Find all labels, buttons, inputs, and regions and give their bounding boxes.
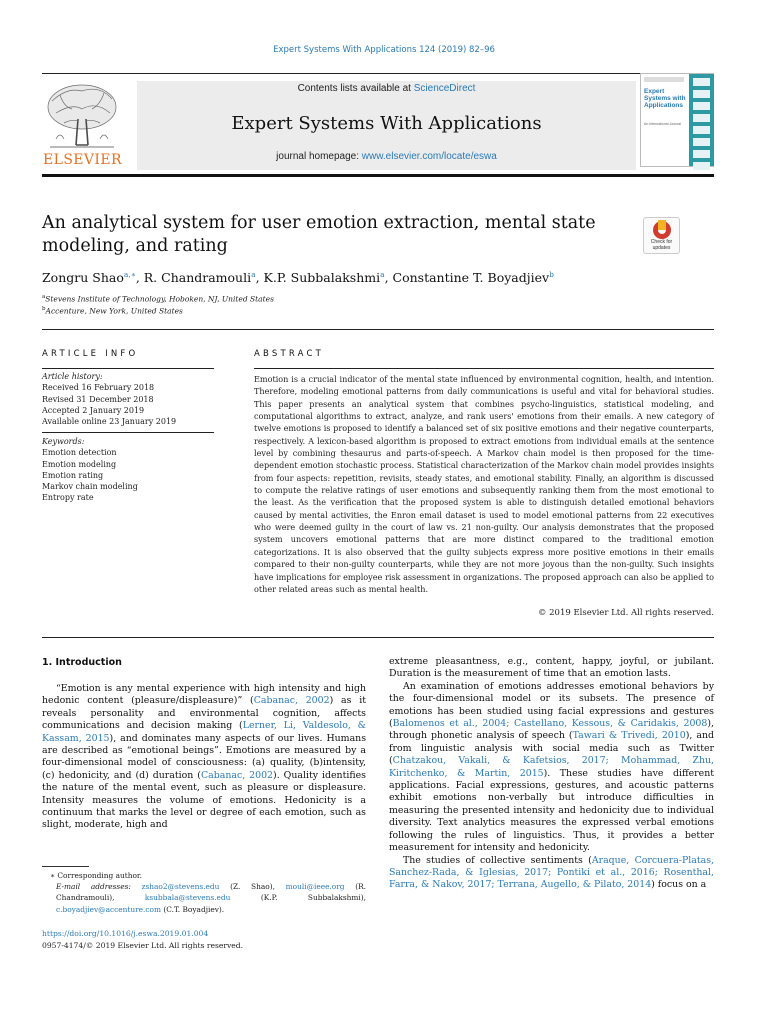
history-item: Received 16 February 2018 bbox=[42, 383, 155, 393]
article-history bbox=[42, 371, 176, 427]
contents-prefix: Contents lists available at bbox=[297, 83, 414, 94]
abstract-rule bbox=[254, 368, 714, 369]
section-heading-introduction: 1. Introduction bbox=[42, 657, 122, 668]
email-link[interactable]: ksubbala@stevens.edu bbox=[144, 893, 231, 903]
author-affiliation-marker[interactable]: a bbox=[380, 270, 385, 279]
keyword-item: Emotion detection bbox=[42, 448, 117, 458]
keyword-item: Entropy rate bbox=[42, 493, 94, 503]
affiliation-marker: b bbox=[42, 306, 46, 312]
author-name[interactable]: Constantine T. Boyadjiev bbox=[392, 270, 550, 286]
keyword-item: Emotion modeling bbox=[42, 459, 117, 469]
author-name[interactable]: R. Chandramouli bbox=[143, 270, 252, 286]
abstract-text: Emotion is a crucial indicator of the mental state influenced by environmental cognition, health, and intention. Therefore, modeling emotional patterns from daily communications is useful and vital for behavioral studies. This paper presents an analytical system that combines psycho-linguistics, statistical modeling, and computational algorithms to extract, analyze, and rank users' emotions from their emails. A new category of twelve emotions is proposed to identify a balanced set of six positive emotions and their negative counterparts, respectively. A lexicon-based algorithm is proposed to extract emotions from individual emails at the sentence level by combining thesaurus and parts-of-speech. A Markov chain model is then proposed for the time-dependent emotion stochastic process. Statistical characterization of the Markov chain model provides insights from four aspects: repetition, revisits, steady states, and emotional stability. Finally, an algorithm is discussed to compute the relative ratings of user emotions and subsequently ranking them from the most emotional to the least. As the verification that the proposed system is able to distinguish detailed emotional behaviors caused by mental activities, the Enron email dataset is used to model emotional patterns from 22 executives who were deemed guilty in the court of law vs. 21 non-guilty. Our analysis demonstrates that the proposed system uncovers emotional patterns that are more distinct compared to the traditional emotion categorizations. It is also observed that the guilty subjects express more positive emotions in their emails compared to their non-guilty counterparts, while they are not more joyous than the non-guilty. Such insights have implications for employee risk assessment in organizations. The proposed approach can also be applied to other related areas such as mental health. bbox=[254, 374, 714, 594]
contents-line bbox=[137, 83, 636, 94]
body-column-left bbox=[42, 683, 366, 832]
paragraph: extreme pleasantness, e.g., content, happy, joyful, or jubilant. Duration is the measurement of time that an emotion lasts. bbox=[389, 656, 714, 680]
title-divider bbox=[42, 329, 714, 330]
badge-label bbox=[644, 240, 679, 251]
doi-block bbox=[42, 928, 243, 951]
article-info-heading: ARTICLE INFO bbox=[42, 349, 139, 359]
paper-title-line-1: An analytical system for user emotion extraction, mental state bbox=[42, 213, 596, 233]
elsevier-wordmark: ELSEVIER bbox=[43, 152, 122, 168]
keyword-item: Markov chain modeling bbox=[42, 482, 138, 492]
citation-link[interactable]: Chatzakou, Vakali, & Kafetsios, 2017; Mohammad, Zhu, Kiritchenko, & Martin, 2015 bbox=[389, 755, 714, 779]
footnote bbox=[42, 870, 366, 915]
journal-masthead bbox=[137, 81, 636, 170]
history-item: Available online 23 January 2019 bbox=[42, 417, 177, 427]
journal-title: Expert Systems With Applications bbox=[231, 113, 542, 134]
homepage-link[interactable]: www.elsevier.com/locate/eswa bbox=[361, 151, 497, 162]
affiliation-text: Accenture, New York, United States bbox=[45, 306, 183, 316]
corresponding-author-note: ∗ Corresponding author. bbox=[50, 871, 142, 880]
keywords-list bbox=[42, 447, 138, 503]
history-label: Article history: bbox=[42, 372, 103, 381]
paper-title-line-2: modeling, and rating bbox=[42, 236, 228, 256]
paragraph: “Emotion is any mental experience with high intensity and high hedonic content (pleasure/displeasure)” (Cabanac, 2002) as it reveals personality and environmental cognition, affects communications and decision making (Lerner, Li, Valdesolo, & Kassam, 2015), and dominates many aspects of our lives. Humans are described as “emotional beings”. Emotions are measured by a four-dimensional model of consciousness: (a) quality, (b)intensity, (c) hedonicity, and (d) duration (Cabanac, 2002). Quality identifies the nature of the mental event, such as pleasure or displeasure. Intensity measures the volume of emotions. Hedonicity is a continuum that marks the level or degree of each emotion, such as slight, moderate, high and bbox=[42, 683, 367, 831]
affiliation-marker: a bbox=[42, 294, 46, 300]
history-item: Revised 31 December 2018 bbox=[42, 394, 154, 404]
issn-line: 0957-4174/© 2019 Elsevier Ltd. All rights reserved. bbox=[42, 940, 244, 950]
affiliation-text: Stevens Institute of Technology, Hoboken, NJ, United States bbox=[45, 294, 274, 304]
author-affiliation-marker[interactable]: a bbox=[251, 270, 256, 279]
homepage-prefix: journal homepage: bbox=[276, 151, 362, 162]
check-for-updates-badge[interactable] bbox=[643, 217, 680, 254]
author-affiliation-marker[interactable]: b bbox=[549, 270, 554, 279]
cover-subtitle: An International Journal bbox=[644, 122, 681, 126]
body-column-right bbox=[389, 656, 714, 892]
abstract-heading: ABSTRACT bbox=[254, 349, 325, 359]
keywords-label: Keywords: bbox=[42, 437, 85, 446]
doi-link[interactable]: https://doi.org/10.1016/j.eswa.2019.01.004 bbox=[42, 929, 209, 938]
homepage-line bbox=[137, 151, 636, 162]
citation-link[interactable]: Tawari & Trivedi, 2010 bbox=[572, 730, 686, 742]
citation-link[interactable]: Lerner, Li, Valdesolo, & Kassam, 2015 bbox=[42, 720, 367, 744]
citation-link[interactable]: Araque, Corcuera-Platas, Sanchez-Rada, & Iglesias, 2017; Pontiki et al., 2016; Rosenthal, Farra, & Nakov, 2017; Terrana, Augello, & Pilato, 2014 bbox=[389, 854, 714, 891]
badge-line-2: updates bbox=[652, 244, 671, 251]
author-affiliation-marker[interactable]: a,∗ bbox=[123, 270, 136, 279]
author-name[interactable]: K.P. Subbalakshmi bbox=[263, 270, 381, 286]
header-rule-top bbox=[42, 73, 714, 74]
bookmark-icon bbox=[658, 220, 666, 230]
sciencedirect-link[interactable]: ScienceDirect bbox=[413, 83, 476, 94]
email-label: E-mail addresses: bbox=[56, 882, 142, 892]
keyword-item: Emotion rating bbox=[42, 470, 104, 480]
footnote-rule bbox=[42, 866, 89, 867]
abstract-copyright: © 2019 Elsevier Ltd. All rights reserved. bbox=[537, 608, 714, 618]
email-link[interactable]: c.boyadjiev@accenture.com bbox=[56, 904, 161, 914]
paper-title bbox=[42, 212, 602, 258]
cover-top-bar bbox=[644, 77, 684, 82]
email-addresses: E-mail addresses: zshao2@stevens.edu (Z. Shao), mouli@ieee.org (R. Chandramouli), ksubbala@stevens.edu (K.P. Subbalakshmi), c.boyadjiev@accenture.com (C.T. Boyadjiev). bbox=[56, 882, 366, 914]
email-link[interactable]: zshao2@stevens.edu bbox=[141, 882, 220, 892]
article-info-rule bbox=[42, 368, 214, 369]
cover-title: Expert Systems with Applications bbox=[644, 88, 686, 109]
journal-citation[interactable]: Expert Systems With Applications 124 (2019) 82–96 bbox=[273, 45, 495, 55]
author-list: Zongru Shao$^{a,∗}$, R. Chandramouli$^a$, K.P. Subbalakshmi$^a$, Constantine T. Boyadjiev$^b$ bbox=[42, 270, 554, 286]
citation-link[interactable]: Cabanac, 2002 bbox=[200, 769, 274, 781]
paragraph: The studies of collective sentiments (Araque, Corcuera-Platas, Sanchez-Rada, & Iglesias, 2017; Pontiki et al., 2016; Rosenthal, Farra, & Nakov, 2017; Terrana, Augello, & Pilato, 2014) focus on a bbox=[389, 854, 714, 891]
history-item: Accepted 2 January 2019 bbox=[42, 405, 145, 415]
elsevier-tree-icon bbox=[42, 79, 122, 151]
citation-link[interactable]: Cabanac, 2002 bbox=[253, 695, 330, 707]
affiliation-b bbox=[42, 306, 183, 316]
paragraph: An examination of emotions addresses emotional behaviors by the four-dimensional model or its subsets. The presence of emotions has been studied using facial expressions and gestures (Balomenos et al., 2004; Castellano, Kessous, & Caridakis, 2008), through phonetic analysis of speech (Tawari & Trivedi, 2010), and from linguistic analysis with social media such as Twitter (Chatzakou, Vakali, & Kafetsios, 2017; Mohammad, Zhu, Kiritchenko, & Martin, 2015). These studies have different applications. Facial expressions, gestures, and acoustic patterns exhibit emotions non-verbally but introduce difficulties in measuring the presented intensity and hedonicity due to individual diversity. Text analytics measures the expressed verbal emotions following the rules of linguistics. Thus, it provides a better measurement for intensity and hedonicity. bbox=[389, 680, 714, 854]
abstract-divider bbox=[42, 637, 714, 638]
author-name[interactable]: Zongru Shao bbox=[42, 270, 124, 286]
keywords-rule bbox=[42, 432, 214, 433]
citation-link[interactable]: Balomenos et al., 2004; Castellano, Kessous, & Caridakis, 2008 bbox=[392, 718, 708, 730]
cover-body bbox=[641, 74, 689, 166]
email-link[interactable]: mouli@ieee.org bbox=[285, 882, 345, 892]
affiliation-a bbox=[42, 294, 274, 304]
keywords-block bbox=[42, 436, 138, 504]
header-rule-bottom bbox=[42, 174, 714, 177]
badge-line-1: Check for bbox=[650, 239, 673, 245]
journal-cover-thumbnail[interactable] bbox=[640, 73, 714, 167]
history-list bbox=[42, 382, 176, 427]
cover-image-band bbox=[689, 74, 714, 166]
